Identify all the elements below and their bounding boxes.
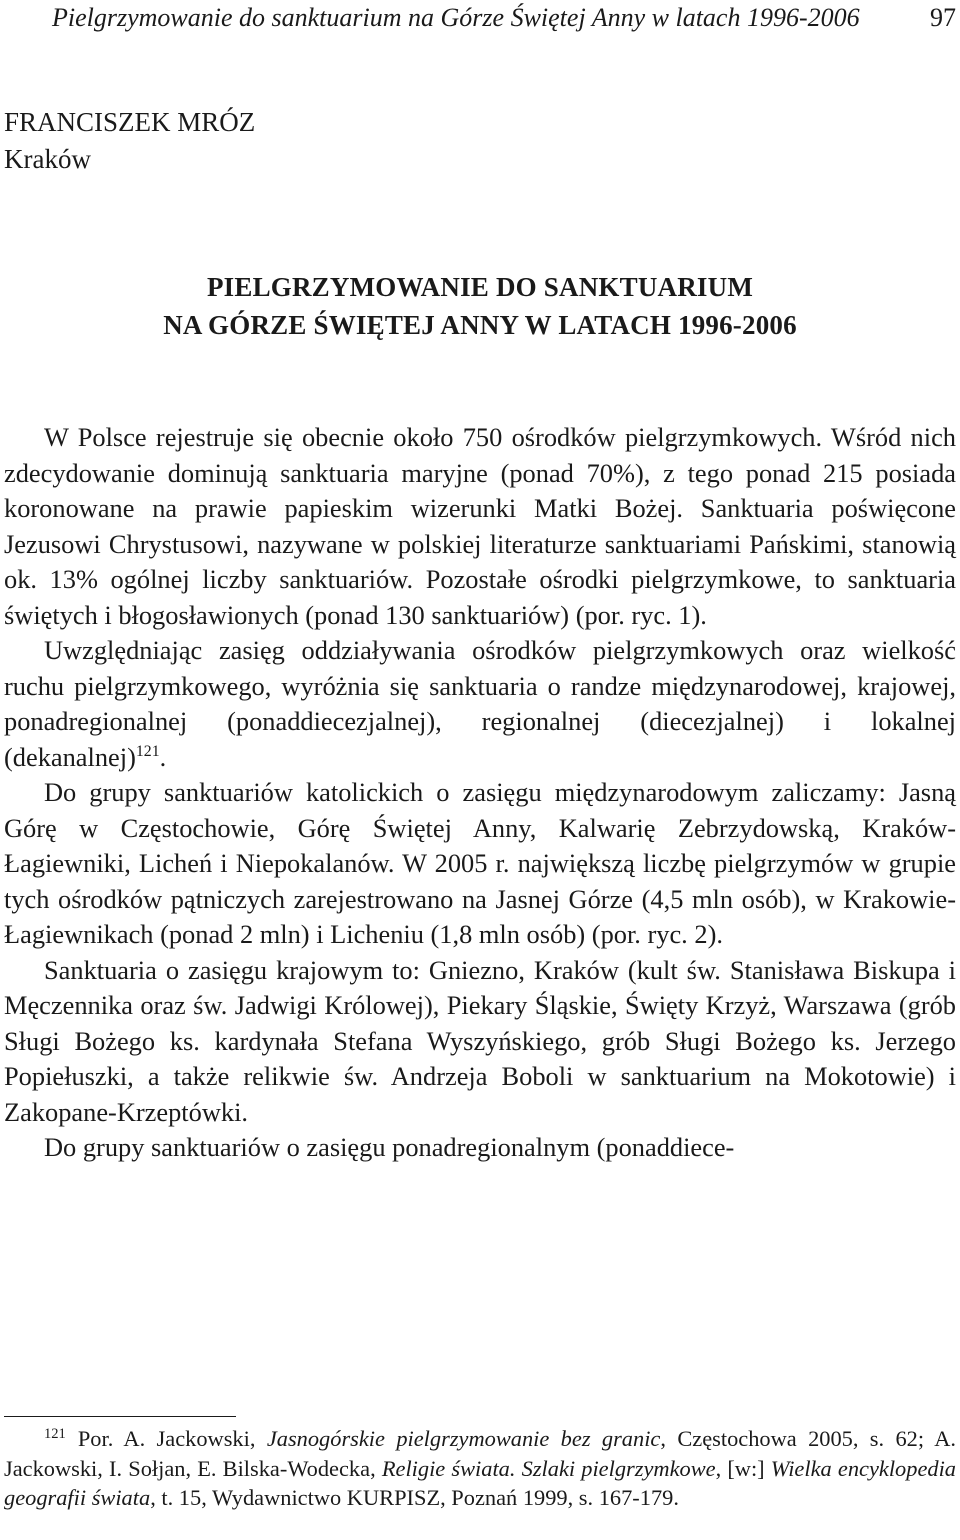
paragraph-2-text: Uwzględniając zasięg oddziaływania ośrodków pielgrzymkowych oraz wielkość ruchu pielgrzymkowego, wyróżnia się sanktuaria o randze międzynarodowej, krajowej, ponadregionalnej (ponaddiecezjalnej), regionalnej (diecezjalnej) i lokalnej (dekanalnej) (4, 635, 956, 772)
paragraph-2 (4, 633, 956, 775)
footnote-text-3: , [w:] (715, 1455, 771, 1481)
body-text (4, 420, 956, 1166)
footnote-number: 121 (44, 1425, 66, 1442)
article-title-line-1: PIELGRZYMOWANIE DO SANKTUARIUM (206, 272, 754, 302)
author-city: Kraków (4, 144, 91, 174)
paragraph-3: Do grupy sanktuariów katolickich o zasięgu międzynarodowym zaliczamy: Jasną Górę w Częstochowie, Górę Świętej Anny, Kalwarię Zebrzydowską, Kraków-Łagiewniki, Licheń i Niepokalanów. W 2005 r. największą liczbę pielgrzymów w grupie tych ośrodków pątniczych zarejestrowano na Jasnej Górze (4,5 mln osób), w Krakowie-Łagiewnikach (ponad 2 mln) i Licheniu (1,8 mln osób) (por. ryc. 2). (4, 777, 956, 949)
running-header (0, 0, 960, 36)
paragraph-5: Do grupy sanktuariów o zasięgu ponadregionalnym (ponaddiece- (44, 1132, 735, 1162)
footnote-italic-title-3: Wielka encyklopedia geografii świata (4, 1455, 956, 1510)
footnote-121 (4, 1424, 956, 1513)
paragraph-2-end: . (159, 741, 167, 772)
paragraph-4: Sanktuaria o zasięgu krajowym to: Gniezno, Kraków (kult św. Stanisława Biskupa i Męczennika oraz św. Jadwigi Królowej), Piekary Śląskie, Święty Krzyż, Warszawa (grób Sługi Bożego ks. kardynała Stefana Wyszyńskiego, grób Sługi Bożego ks. Jerzego Popiełuszki, a także relikwie św. Andrzeja Boboli w sanktuarium na Mokotowie) i Zakopane-Krzeptówki. (4, 954, 956, 1127)
footnote-italic-title-1: Jasnogórskie pielgrzymowanie bez granic (266, 1426, 661, 1451)
article-title-line-2: NA GÓRZE ŚWIĘTEJ ANNY W LATACH 1996-2006 (163, 310, 797, 340)
author-block (4, 104, 255, 178)
footnote-text-2: , Częstochowa 2005, s. 62; A. Jackowski, I. Sołjan, E. Bilska-Wodecka, (4, 1426, 956, 1481)
footnote-italic-title-2: Religie świata. Szlaki pielgrzymkowe (381, 1455, 716, 1481)
footnote-text-4: , t. 15, Wydawnictwo KURPISZ, Poznań 1999, s. 167-179. (150, 1485, 679, 1510)
paragraph-1: W Polsce rejestruje się obecnie około 750 ośrodków pielgrzymkowych. Wśród nich zdecydowanie dominują sanktuaria maryjne (ponad 70%), z tego ponad 215 posiada koronowane na prawie papieskim wizerunki Matki Bożej. Sanktuaria poświęcone Jezusowi Chrystusowi, nazywane w polskiej literaturze sanktuariami Pańskimi, stanowią ok. 13% ogólnej liczby sanktuariów. Pozostałe ośrodki pielgrzymkowe, to sanktuaria świętych i błogosławionych (ponad 130 sanktuariów) (por. ryc. 1). (4, 422, 956, 630)
footnote-ref-121[interactable]: 121 (135, 742, 160, 760)
footnotes (4, 1424, 956, 1513)
footnote-divider (4, 1416, 236, 1417)
article-title (0, 268, 960, 344)
running-head-title: Pielgrzymowanie do sanktuarium na Górze Świętej Anny w latach 1996-2006 (52, 3, 860, 32)
page-number: 97 (930, 3, 956, 32)
author-name: FRANCISZEK MRÓZ (4, 107, 256, 137)
footnote-text-1: Por. A. Jackowski, (77, 1426, 267, 1451)
